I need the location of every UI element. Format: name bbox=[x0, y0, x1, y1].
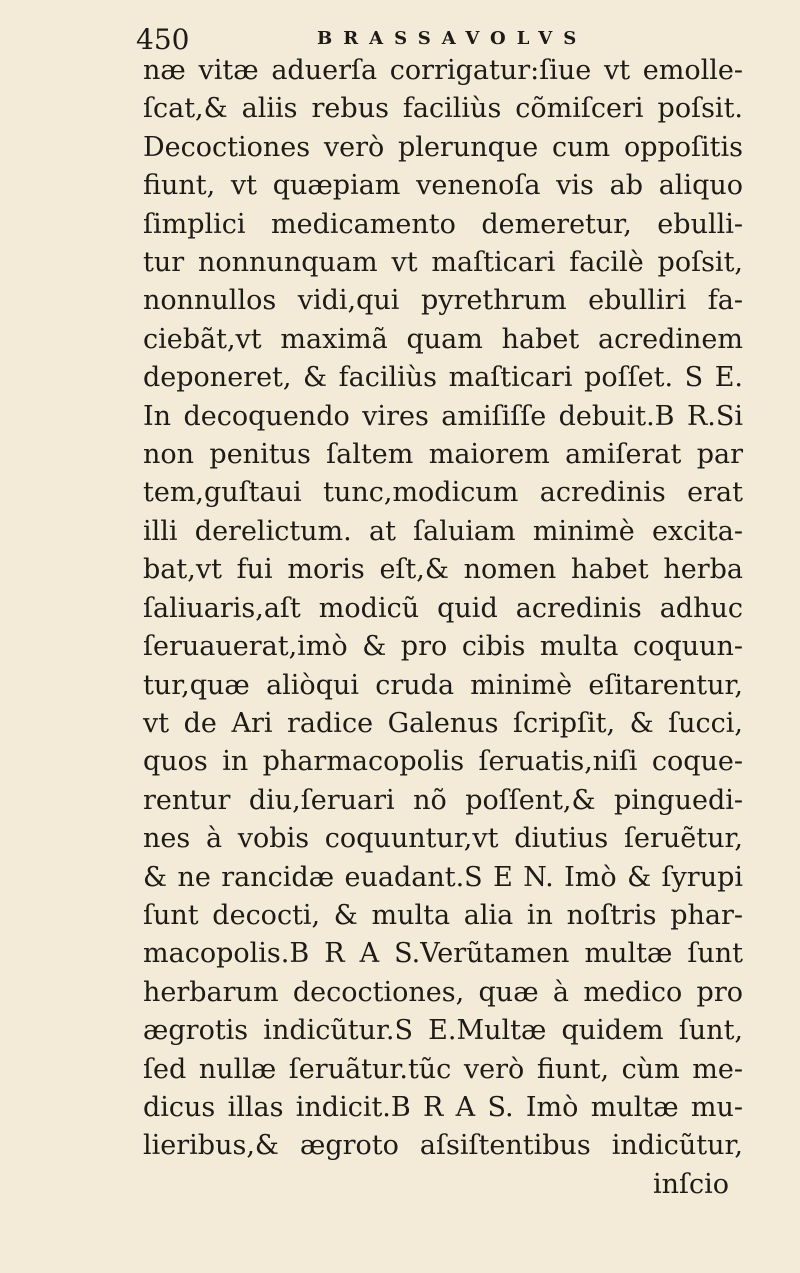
page-number: 450 bbox=[136, 23, 190, 56]
text-line: ſed nullæ ſeruãtur.tũc verò fiunt, cùm me- bbox=[143, 1053, 743, 1085]
text-line: ſimplici medicamento demeretur, ebulli- bbox=[143, 208, 743, 240]
text-line: ſeruauerat,imò & pro cibis multa coquun- bbox=[143, 631, 743, 663]
text-line: ſaliuaris,aſt modicũ quid acredinis adhuc bbox=[143, 592, 743, 624]
text-line: vt de Ari radice Galenus ſcripſit, & ſucci, bbox=[143, 707, 743, 739]
text-line: bat,vt fui moris eſt,& nomen habet herba bbox=[143, 554, 743, 586]
text-line: deponeret, & faciliùs maſticari poſſet. S E. bbox=[143, 362, 743, 394]
text-line: nonnullos vidi,qui pyrethrum ebulliri fa- bbox=[143, 285, 743, 317]
text-line: ciebãt,vt maximã quam habet acredinem bbox=[143, 323, 743, 355]
text-line: rentur diu,ſeruari nõ poſſent,& pinguedi- bbox=[143, 784, 743, 816]
text-line: lieribus,& ægroto aſsiſtentibus indicũtur, bbox=[143, 1130, 743, 1162]
text-line: quos in pharmacopolis ſeruatis,niſi coque- bbox=[143, 746, 743, 778]
text-line: fiunt, vt quæpiam venenoſa vis ab aliquo bbox=[143, 170, 743, 202]
text-line: tur,quæ aliòqui cruda minimè eſitarentur, bbox=[143, 669, 743, 701]
text-line: dicus illas indicit.B R A S. Imò multæ mu- bbox=[143, 1091, 743, 1123]
text-line: næ vitæ aduerſa corrigatur:ſiue vt emolle- bbox=[143, 55, 743, 86]
text-line: tem,guſtaui tunc,modicum acredinis erat bbox=[143, 477, 743, 509]
text-line: ſunt decocti, & multa alia in noſtris phar- bbox=[143, 899, 743, 931]
text-line: non penitus ſaltem maiorem amiſerat par bbox=[143, 439, 743, 471]
body-text bbox=[143, 52, 743, 1204]
text-line: & ne rancidæ euadant.S E N. Imò & ſyrupi bbox=[143, 861, 743, 893]
text-line: macopolis.B R A S.Verũtamen multæ ſunt bbox=[143, 938, 743, 970]
catchword: inſcio bbox=[652, 1168, 729, 1200]
running-head: BRASSAVOLVS bbox=[317, 28, 588, 49]
text-line: tur nonnunquam vt maſticari facilè poſsit, bbox=[143, 247, 743, 279]
text-line: illi derelictum. at ſaluiam minimè excita- bbox=[143, 515, 743, 547]
text-line: herbarum decoctiones, quæ à medico pro bbox=[143, 976, 743, 1008]
text-line: nes à vobis coquuntur,vt diutius ſeruẽtur, bbox=[143, 823, 743, 855]
text-line: Decoctiones verò plerunque cum oppoſitis bbox=[143, 131, 743, 163]
text-line: ſcat,& aliis rebus faciliùs cõmiſceri poſsit. bbox=[143, 93, 743, 125]
text-line: In decoquendo vires amiſiſſe debuit.B R.Si bbox=[143, 400, 743, 432]
text-line: ægrotis indicũtur.S E.Multæ quidem ſunt, bbox=[143, 1015, 743, 1047]
